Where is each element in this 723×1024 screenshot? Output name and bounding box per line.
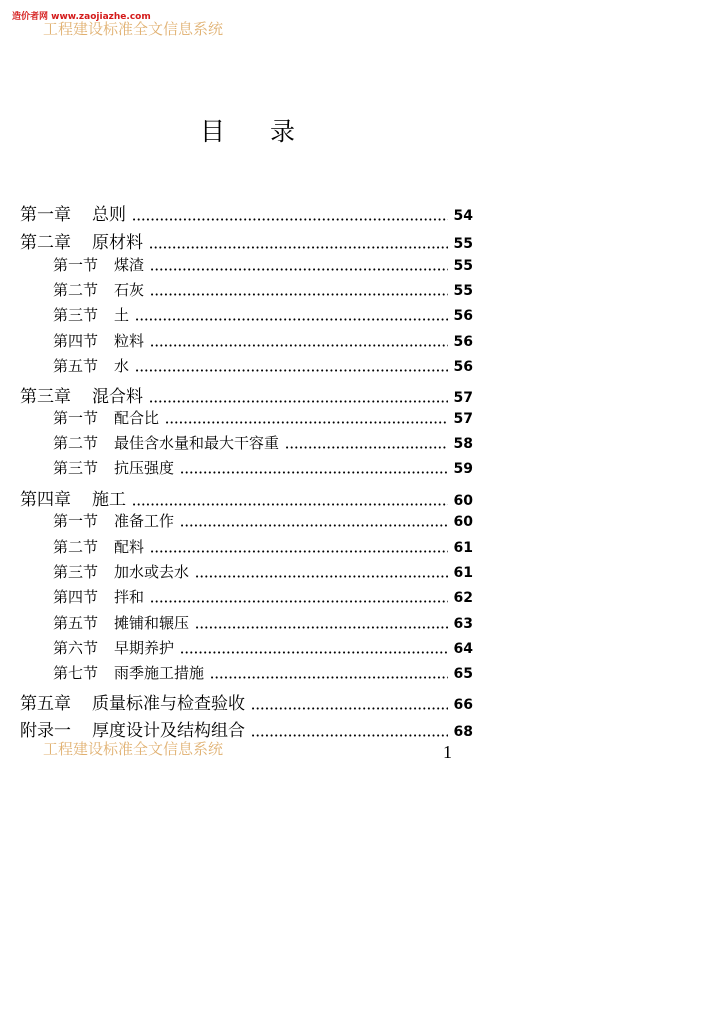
toc-section-row[interactable] (53, 561, 473, 582)
toc-page-number: 57 (453, 411, 473, 427)
watermark-bottom: 工程建设标准全文信息系统 (43, 740, 224, 758)
dot-leader (165, 411, 448, 426)
toc-title: 抗压强度 (114, 459, 175, 477)
toc-section-row[interactable] (53, 279, 473, 300)
toc-section-row[interactable] (53, 407, 473, 428)
toc-title: 摊铺和辗压 (114, 614, 190, 632)
toc-title: 加水或去水 (114, 563, 190, 581)
toc-title: 土 (114, 306, 130, 324)
dot-leader (132, 207, 448, 224)
toc-chapter-row[interactable] (20, 200, 473, 225)
dot-leader (180, 461, 448, 476)
toc-number: 第二节 (53, 538, 99, 556)
toc-number: 第一节 (53, 409, 99, 427)
page-title: 目录 (200, 117, 341, 146)
dot-leader (150, 334, 448, 349)
toc-page-number: 55 (453, 258, 473, 274)
toc-number: 第二章 (20, 233, 71, 253)
toc-number: 第三节 (53, 459, 99, 477)
toc-number: 第五节 (53, 614, 99, 632)
toc-section-row[interactable] (53, 457, 473, 478)
toc-chapter-row[interactable] (20, 382, 473, 407)
dot-leader (180, 641, 448, 656)
toc-page-number: 55 (453, 236, 473, 252)
toc-title: 施工 (92, 490, 126, 510)
toc-page-number: 61 (453, 565, 473, 581)
toc-number: 第六节 (53, 639, 99, 657)
toc-number: 第七节 (53, 664, 99, 682)
toc-title: 总则 (92, 205, 126, 225)
toc-page-number: 58 (453, 436, 473, 452)
dot-leader (195, 565, 448, 580)
toc-section-row[interactable] (53, 355, 473, 376)
toc-number: 第四章 (20, 490, 71, 510)
toc-number: 附录一 (20, 721, 71, 741)
toc-title: 质量标准与检查验收 (92, 694, 245, 714)
toc-chapter-row[interactable] (20, 485, 473, 510)
toc-section-row[interactable] (53, 586, 473, 607)
toc-page-number: 64 (453, 641, 473, 657)
toc-title: 厚度设计及结构组合 (92, 721, 245, 741)
toc-number: 第三章 (20, 387, 71, 407)
dot-leader (195, 616, 448, 631)
toc-section-row[interactable] (53, 612, 473, 633)
toc-title: 混合料 (92, 387, 143, 407)
toc-page-number: 61 (453, 540, 473, 556)
toc-number: 第三节 (53, 306, 99, 324)
toc-page-number: 60 (453, 493, 473, 509)
toc-page-number: 54 (453, 208, 473, 224)
toc-title: 原材料 (92, 233, 143, 253)
toc-chapter-row[interactable] (20, 689, 473, 714)
toc-page-number: 56 (453, 359, 473, 375)
site-stamp: 造价者网 www.zaojiazhe.com (12, 12, 151, 22)
toc-number: 第五章 (20, 694, 71, 714)
dot-leader (150, 590, 448, 605)
toc-number: 第四节 (53, 588, 99, 606)
dot-leader (132, 492, 448, 509)
dot-leader (210, 666, 448, 681)
toc-page-number: 56 (453, 308, 473, 324)
dot-leader (149, 389, 448, 406)
toc-page-number: 56 (453, 334, 473, 350)
toc-page-number: 68 (453, 724, 473, 740)
dot-leader (285, 436, 448, 451)
dot-leader (251, 696, 448, 713)
toc-section-row[interactable] (53, 330, 473, 351)
toc-chapter-row[interactable] (20, 228, 473, 253)
toc-page-number: 57 (453, 390, 473, 406)
toc-page-number: 65 (453, 666, 473, 682)
dot-leader (150, 258, 448, 273)
toc-number: 第二节 (53, 281, 99, 299)
toc-page-number: 62 (453, 590, 473, 606)
toc-number: 第一节 (53, 256, 99, 274)
toc-page-number: 59 (453, 461, 473, 477)
toc-title: 煤渣 (114, 256, 145, 274)
toc-section-row[interactable] (53, 637, 473, 658)
dot-leader (251, 723, 448, 740)
toc-number: 第四节 (53, 332, 99, 350)
toc-title: 石灰 (114, 281, 145, 299)
toc-section-row[interactable] (53, 510, 473, 531)
dot-leader (135, 359, 448, 374)
toc-title: 配合比 (114, 409, 160, 427)
toc-number: 第一节 (53, 512, 99, 530)
toc-section-row[interactable] (53, 304, 473, 325)
toc-page-number: 60 (453, 514, 473, 530)
page-number: 1 (443, 742, 452, 762)
toc-title: 准备工作 (114, 512, 175, 530)
dot-leader (150, 283, 448, 298)
toc-title: 雨季施工措施 (114, 664, 205, 682)
toc-page-number: 63 (453, 616, 473, 632)
toc-title: 拌和 (114, 588, 145, 606)
watermark-top: 工程建设标准全文信息系统 (43, 20, 224, 38)
toc-title: 水 (114, 357, 130, 375)
toc-title: 早期养护 (114, 639, 175, 657)
toc-section-row[interactable] (53, 432, 473, 453)
toc-section-row[interactable] (53, 254, 473, 275)
dot-leader (180, 514, 448, 529)
dot-leader (150, 540, 448, 555)
dot-leader (149, 235, 448, 252)
toc-title: 配料 (114, 538, 145, 556)
toc-title: 粒料 (114, 332, 145, 350)
toc-section-row[interactable] (53, 662, 473, 683)
toc-title: 最佳含水量和最大干容重 (114, 434, 280, 452)
toc-number: 第五节 (53, 357, 99, 375)
toc-section-row[interactable] (53, 536, 473, 557)
toc-number: 第二节 (53, 434, 99, 452)
toc-number: 第三节 (53, 563, 99, 581)
toc-number: 第一章 (20, 205, 71, 225)
dot-leader (135, 308, 448, 323)
toc-page-number: 66 (453, 697, 473, 713)
toc-page-number: 55 (453, 283, 473, 299)
